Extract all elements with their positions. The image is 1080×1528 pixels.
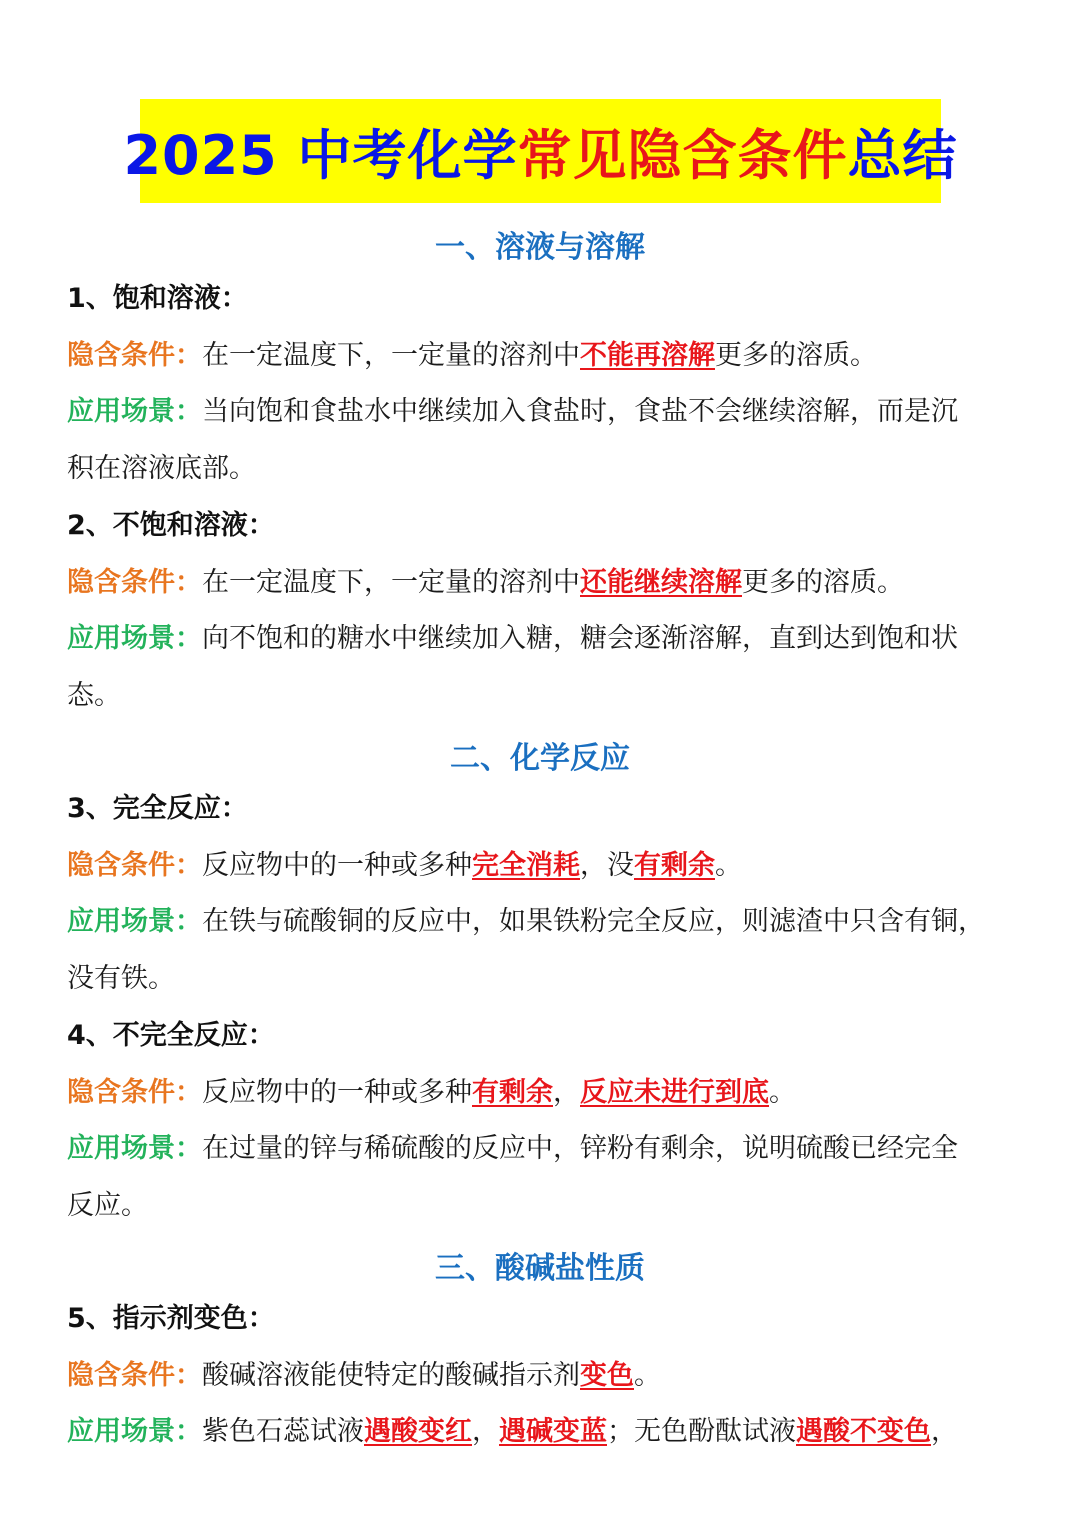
page-title — [123, 99, 958, 203]
condition-text: 反应物中的一种或多种 — [202, 1077, 472, 1108]
key-phrase: 有剩余 — [634, 850, 715, 881]
section-heading-1: 一、溶液与溶解 — [435, 230, 645, 265]
condition-text: 在一定温度下，一定量的溶剂中 — [202, 340, 580, 371]
condition-text: 反应物中的一种或多种 — [202, 850, 472, 881]
title-part-2: 常见隐含条件 — [517, 123, 848, 187]
key-phrase: 遇酸不变色 — [796, 1416, 931, 1447]
item-number: 2、不饱和溶液： — [67, 510, 275, 541]
application-label: 应用场景： — [67, 906, 202, 937]
key-phrase: 反应未进行到底 — [580, 1077, 769, 1108]
condition-text: 更多的溶质。 — [742, 567, 904, 598]
title-part-3: 总结 — [847, 123, 958, 187]
application-label: 应用场景： — [67, 623, 202, 654]
condition-label: 隐含条件： — [67, 567, 202, 598]
application-continuation-3 — [67, 961, 1027, 997]
condition-text: ，没 — [580, 850, 634, 881]
application-continuation-4 — [67, 1188, 1027, 1224]
application-text: ， — [931, 1416, 958, 1447]
key-phrase: 不能再溶解 — [580, 340, 715, 371]
key-phrase: 完全消耗 — [472, 850, 580, 881]
condition-text: 更多的溶质。 — [715, 340, 877, 371]
key-phrase: 变色 — [580, 1360, 634, 1391]
item-heading-3 — [67, 791, 1027, 827]
key-phrase: 遇酸变红 — [364, 1416, 472, 1447]
application-label: 应用场景： — [67, 1133, 202, 1164]
condition-line-4 — [67, 1075, 1027, 1111]
condition-label: 隐含条件： — [67, 340, 202, 371]
condition-text: 。 — [715, 850, 742, 881]
application-line-3 — [67, 904, 1027, 940]
condition-label: 隐含条件： — [67, 850, 202, 881]
item-heading-2 — [67, 508, 1027, 544]
application-text: 当向饱和食盐水中继续加入食盐时，食盐不会继续溶解，而是沉 — [202, 396, 958, 427]
title-part-1: 2025 中考化学 — [123, 123, 518, 187]
application-text: 积在溶液底部。 — [67, 453, 256, 484]
application-text: ， — [472, 1416, 499, 1447]
key-phrase: 还能继续溶解 — [580, 567, 742, 598]
application-text: 向不饱和的糖水中继续加入糖，糖会逐渐溶解，直到达到饱和状 — [202, 623, 958, 654]
condition-line-5 — [67, 1358, 1027, 1394]
condition-label: 隐含条件： — [67, 1077, 202, 1108]
section-heading-3: 三、酸碱盐性质 — [435, 1251, 645, 1286]
application-line-5 — [67, 1414, 1027, 1450]
condition-line-3 — [67, 848, 1027, 884]
item-number: 5、指示剂变色： — [67, 1303, 275, 1334]
application-text: 没有铁。 — [67, 963, 175, 994]
application-text: ；无色酚酞试液 — [607, 1416, 796, 1447]
condition-text: 。 — [634, 1360, 661, 1391]
item-heading-1 — [67, 281, 1027, 317]
key-phrase: 遇碱变蓝 — [499, 1416, 607, 1447]
application-continuation-2 — [67, 678, 1027, 714]
item-number: 1、饱和溶液： — [67, 283, 248, 314]
item-number: 4、不完全反应： — [67, 1020, 275, 1051]
key-phrase: 有剩余 — [472, 1077, 553, 1108]
application-label: 应用场景： — [67, 1416, 202, 1447]
application-line-1 — [67, 394, 1027, 430]
section-heading-2: 二、化学反应 — [450, 741, 630, 776]
application-line-4 — [67, 1131, 1027, 1167]
application-text: 在铁与硫酸铜的反应中，如果铁粉完全反应，则滤渣中只含有铜， — [202, 906, 985, 937]
condition-text: 酸碱溶液能使特定的酸碱指示剂 — [202, 1360, 580, 1391]
application-text: 态。 — [67, 680, 121, 711]
item-heading-4 — [67, 1018, 1027, 1054]
application-label: 应用场景： — [67, 396, 202, 427]
item-heading-5 — [67, 1301, 1027, 1337]
application-line-2 — [67, 621, 1027, 657]
application-continuation-1 — [67, 451, 1027, 487]
condition-text: ， — [553, 1077, 580, 1108]
condition-line-2 — [67, 565, 1027, 601]
application-text: 紫色石蕊试液 — [202, 1416, 364, 1447]
condition-text: 在一定温度下，一定量的溶剂中 — [202, 567, 580, 598]
application-text: 在过量的锌与稀硫酸的反应中，锌粉有剩余，说明硫酸已经完全 — [202, 1133, 958, 1164]
condition-line-1 — [67, 338, 1027, 374]
condition-text: 。 — [769, 1077, 796, 1108]
condition-label: 隐含条件： — [67, 1360, 202, 1391]
application-text: 反应。 — [67, 1190, 148, 1221]
item-number: 3、完全反应： — [67, 793, 248, 824]
